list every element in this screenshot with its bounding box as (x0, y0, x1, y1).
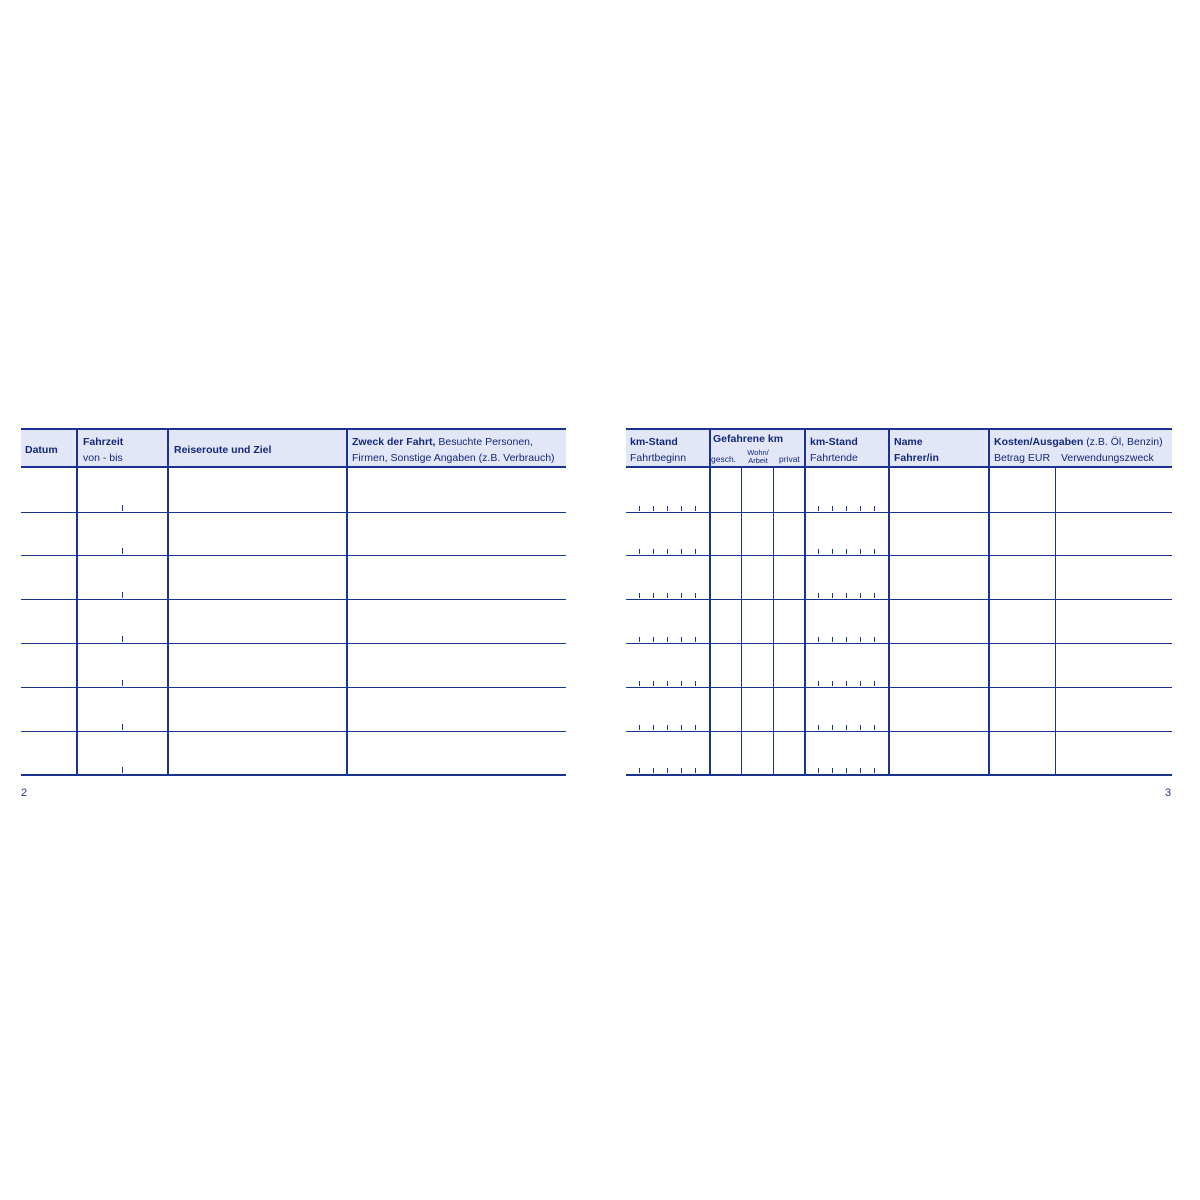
km-digit-tick (818, 549, 819, 554)
table-row-line (626, 643, 1172, 644)
logbook-page-left (21, 428, 566, 776)
col-kosten-line1 (994, 437, 1163, 448)
km-digit-tick (667, 768, 668, 773)
km-digit-tick (818, 768, 819, 773)
km-digit-tick (832, 637, 833, 642)
km-digit-tick (818, 725, 819, 730)
table-row-line (626, 512, 1172, 513)
table-bottom-line (21, 774, 566, 776)
table-row-line (626, 731, 1172, 732)
table-bottom-line (626, 774, 1172, 776)
col-fahrzeit-label: Fahrzeit (83, 436, 124, 448)
col-name-label: Name (894, 436, 923, 448)
col-km-ende-header (805, 430, 889, 470)
km-digit-tick (832, 681, 833, 686)
km-digit-tick (653, 506, 654, 511)
page-number-left: 2 (21, 787, 28, 799)
col-betrag-label: Betrag EUR (994, 452, 1051, 464)
col-gefahrene-header (710, 430, 805, 470)
col-name-header (889, 430, 989, 470)
page-number-right: 3 (1165, 787, 1172, 799)
km-digit-tick (846, 549, 847, 554)
km-digit-tick (874, 768, 875, 773)
km-digit-tick (695, 593, 696, 598)
km-digit-tick (695, 681, 696, 686)
km-digit-tick (681, 593, 682, 598)
km-digit-tick (667, 637, 668, 642)
right-table-header (626, 428, 1172, 468)
col-gesch-label: gesch. (711, 454, 737, 464)
table-row-line (21, 687, 566, 688)
col-privat-label: privat (779, 454, 800, 464)
km-digit-tick (874, 637, 875, 642)
col-fahrer-label: Fahrer/in (894, 452, 939, 464)
km-digit-tick (846, 725, 847, 730)
km-digit-tick (874, 593, 875, 598)
km-digit-tick (695, 506, 696, 511)
time-separator-tick (122, 680, 123, 686)
col-datum-header (21, 430, 77, 470)
km-digit-tick (667, 681, 668, 686)
km-digit-tick (695, 768, 696, 773)
km-digit-tick (667, 593, 668, 598)
km-digit-tick (818, 506, 819, 511)
km-digit-tick (639, 637, 640, 642)
col-km-beginn-sub: Fahrtbeginn (630, 452, 687, 464)
km-digit-tick (846, 768, 847, 773)
time-separator-tick (122, 724, 123, 730)
col-fahrzeit-sub: von - bis (83, 452, 123, 464)
km-digit-tick (695, 637, 696, 642)
right-subcol-divider (773, 468, 774, 776)
km-digit-tick (874, 506, 875, 511)
col-km-beginn-label: km-Stand (630, 436, 678, 448)
km-digit-tick (832, 725, 833, 730)
time-separator-tick (122, 505, 123, 511)
table-row-line (21, 512, 566, 513)
col-zweck-sub1: Besuchte Personen, (438, 436, 533, 448)
col-kosten-extra: (z.B. Öl, Benzin) (1086, 436, 1163, 448)
table-row-line (626, 599, 1172, 600)
km-digit-tick (860, 549, 861, 554)
km-digit-tick (681, 768, 682, 773)
km-digit-tick (639, 725, 640, 730)
km-digit-tick (653, 725, 654, 730)
col-verwendungszweck-label: Verwendungszweck (1061, 452, 1154, 464)
col-kosten-label: Kosten/Ausgaben (994, 436, 1084, 448)
logbook-page-right (626, 428, 1172, 776)
col-zweck-line1 (352, 437, 533, 448)
km-digit-tick (860, 725, 861, 730)
km-digit-tick (681, 681, 682, 686)
col-zweck-label: Zweck der Fahrt, (352, 436, 436, 448)
col-km-ende-sub: Fahrtende (810, 452, 858, 464)
km-digit-tick (874, 681, 875, 686)
col-wohn-arbeit-label (742, 449, 774, 465)
table-row-line (626, 687, 1172, 688)
km-digit-tick (667, 506, 668, 511)
time-separator-tick (122, 636, 123, 642)
km-digit-tick (860, 681, 861, 686)
col-km-beginn-header (626, 430, 710, 470)
col-reiseroute-label: Reiseroute und Ziel (174, 444, 272, 456)
km-digit-tick (860, 506, 861, 511)
km-digit-tick (846, 506, 847, 511)
col-km-ende-label: km-Stand (810, 436, 858, 448)
km-digit-tick (832, 768, 833, 773)
col-kosten-header (989, 430, 1172, 470)
col-fahrzeit-header (77, 430, 168, 470)
km-digit-tick (639, 768, 640, 773)
km-digit-tick (818, 593, 819, 598)
km-digit-tick (695, 725, 696, 730)
col-wohn-label: Wohn/ (747, 448, 769, 457)
col-arbeit-label: Arbeit (748, 456, 768, 465)
right-col-divider (709, 428, 711, 776)
col-reiseroute-header (168, 430, 347, 470)
right-col-divider (888, 428, 890, 776)
km-digit-tick (832, 549, 833, 554)
table-row-line (21, 599, 566, 600)
km-digit-tick (667, 549, 668, 554)
table-row-line (626, 555, 1172, 556)
km-digit-tick (639, 681, 640, 686)
time-separator-tick (122, 592, 123, 598)
km-digit-tick (832, 593, 833, 598)
km-digit-tick (667, 725, 668, 730)
km-digit-tick (681, 637, 682, 642)
table-row-line (21, 555, 566, 556)
table-row-line (21, 731, 566, 732)
col-zweck-sub2: Firmen, Sonstige Angaben (z.B. Verbrauch) (352, 452, 555, 464)
km-digit-tick (653, 681, 654, 686)
km-digit-tick (860, 637, 861, 642)
km-digit-tick (860, 768, 861, 773)
right-col-divider (804, 428, 806, 776)
km-digit-tick (874, 549, 875, 554)
km-digit-tick (639, 593, 640, 598)
km-digit-tick (681, 725, 682, 730)
col-gefahrene-label: Gefahrene km (713, 433, 784, 445)
km-digit-tick (818, 637, 819, 642)
km-digit-tick (818, 681, 819, 686)
left-table-header (21, 428, 566, 468)
left-col-divider (76, 428, 78, 776)
right-col-divider (988, 428, 990, 776)
col-zweck-header (347, 430, 566, 470)
right-subcol-divider (741, 468, 742, 776)
km-digit-tick (639, 506, 640, 511)
left-col-divider (167, 428, 169, 776)
table-row-line (21, 643, 566, 644)
left-col-divider (346, 428, 348, 776)
km-digit-tick (653, 768, 654, 773)
km-digit-tick (653, 637, 654, 642)
km-digit-tick (639, 549, 640, 554)
km-digit-tick (695, 549, 696, 554)
time-separator-tick (122, 767, 123, 773)
km-digit-tick (846, 593, 847, 598)
km-digit-tick (846, 681, 847, 686)
km-digit-tick (681, 549, 682, 554)
col-datum-label: Datum (25, 444, 58, 456)
km-digit-tick (874, 725, 875, 730)
km-digit-tick (681, 506, 682, 511)
km-digit-tick (653, 593, 654, 598)
km-digit-tick (653, 549, 654, 554)
km-digit-tick (832, 506, 833, 511)
km-digit-tick (860, 593, 861, 598)
km-digit-tick (846, 637, 847, 642)
right-subcol-divider (1055, 468, 1056, 776)
time-separator-tick (122, 548, 123, 554)
